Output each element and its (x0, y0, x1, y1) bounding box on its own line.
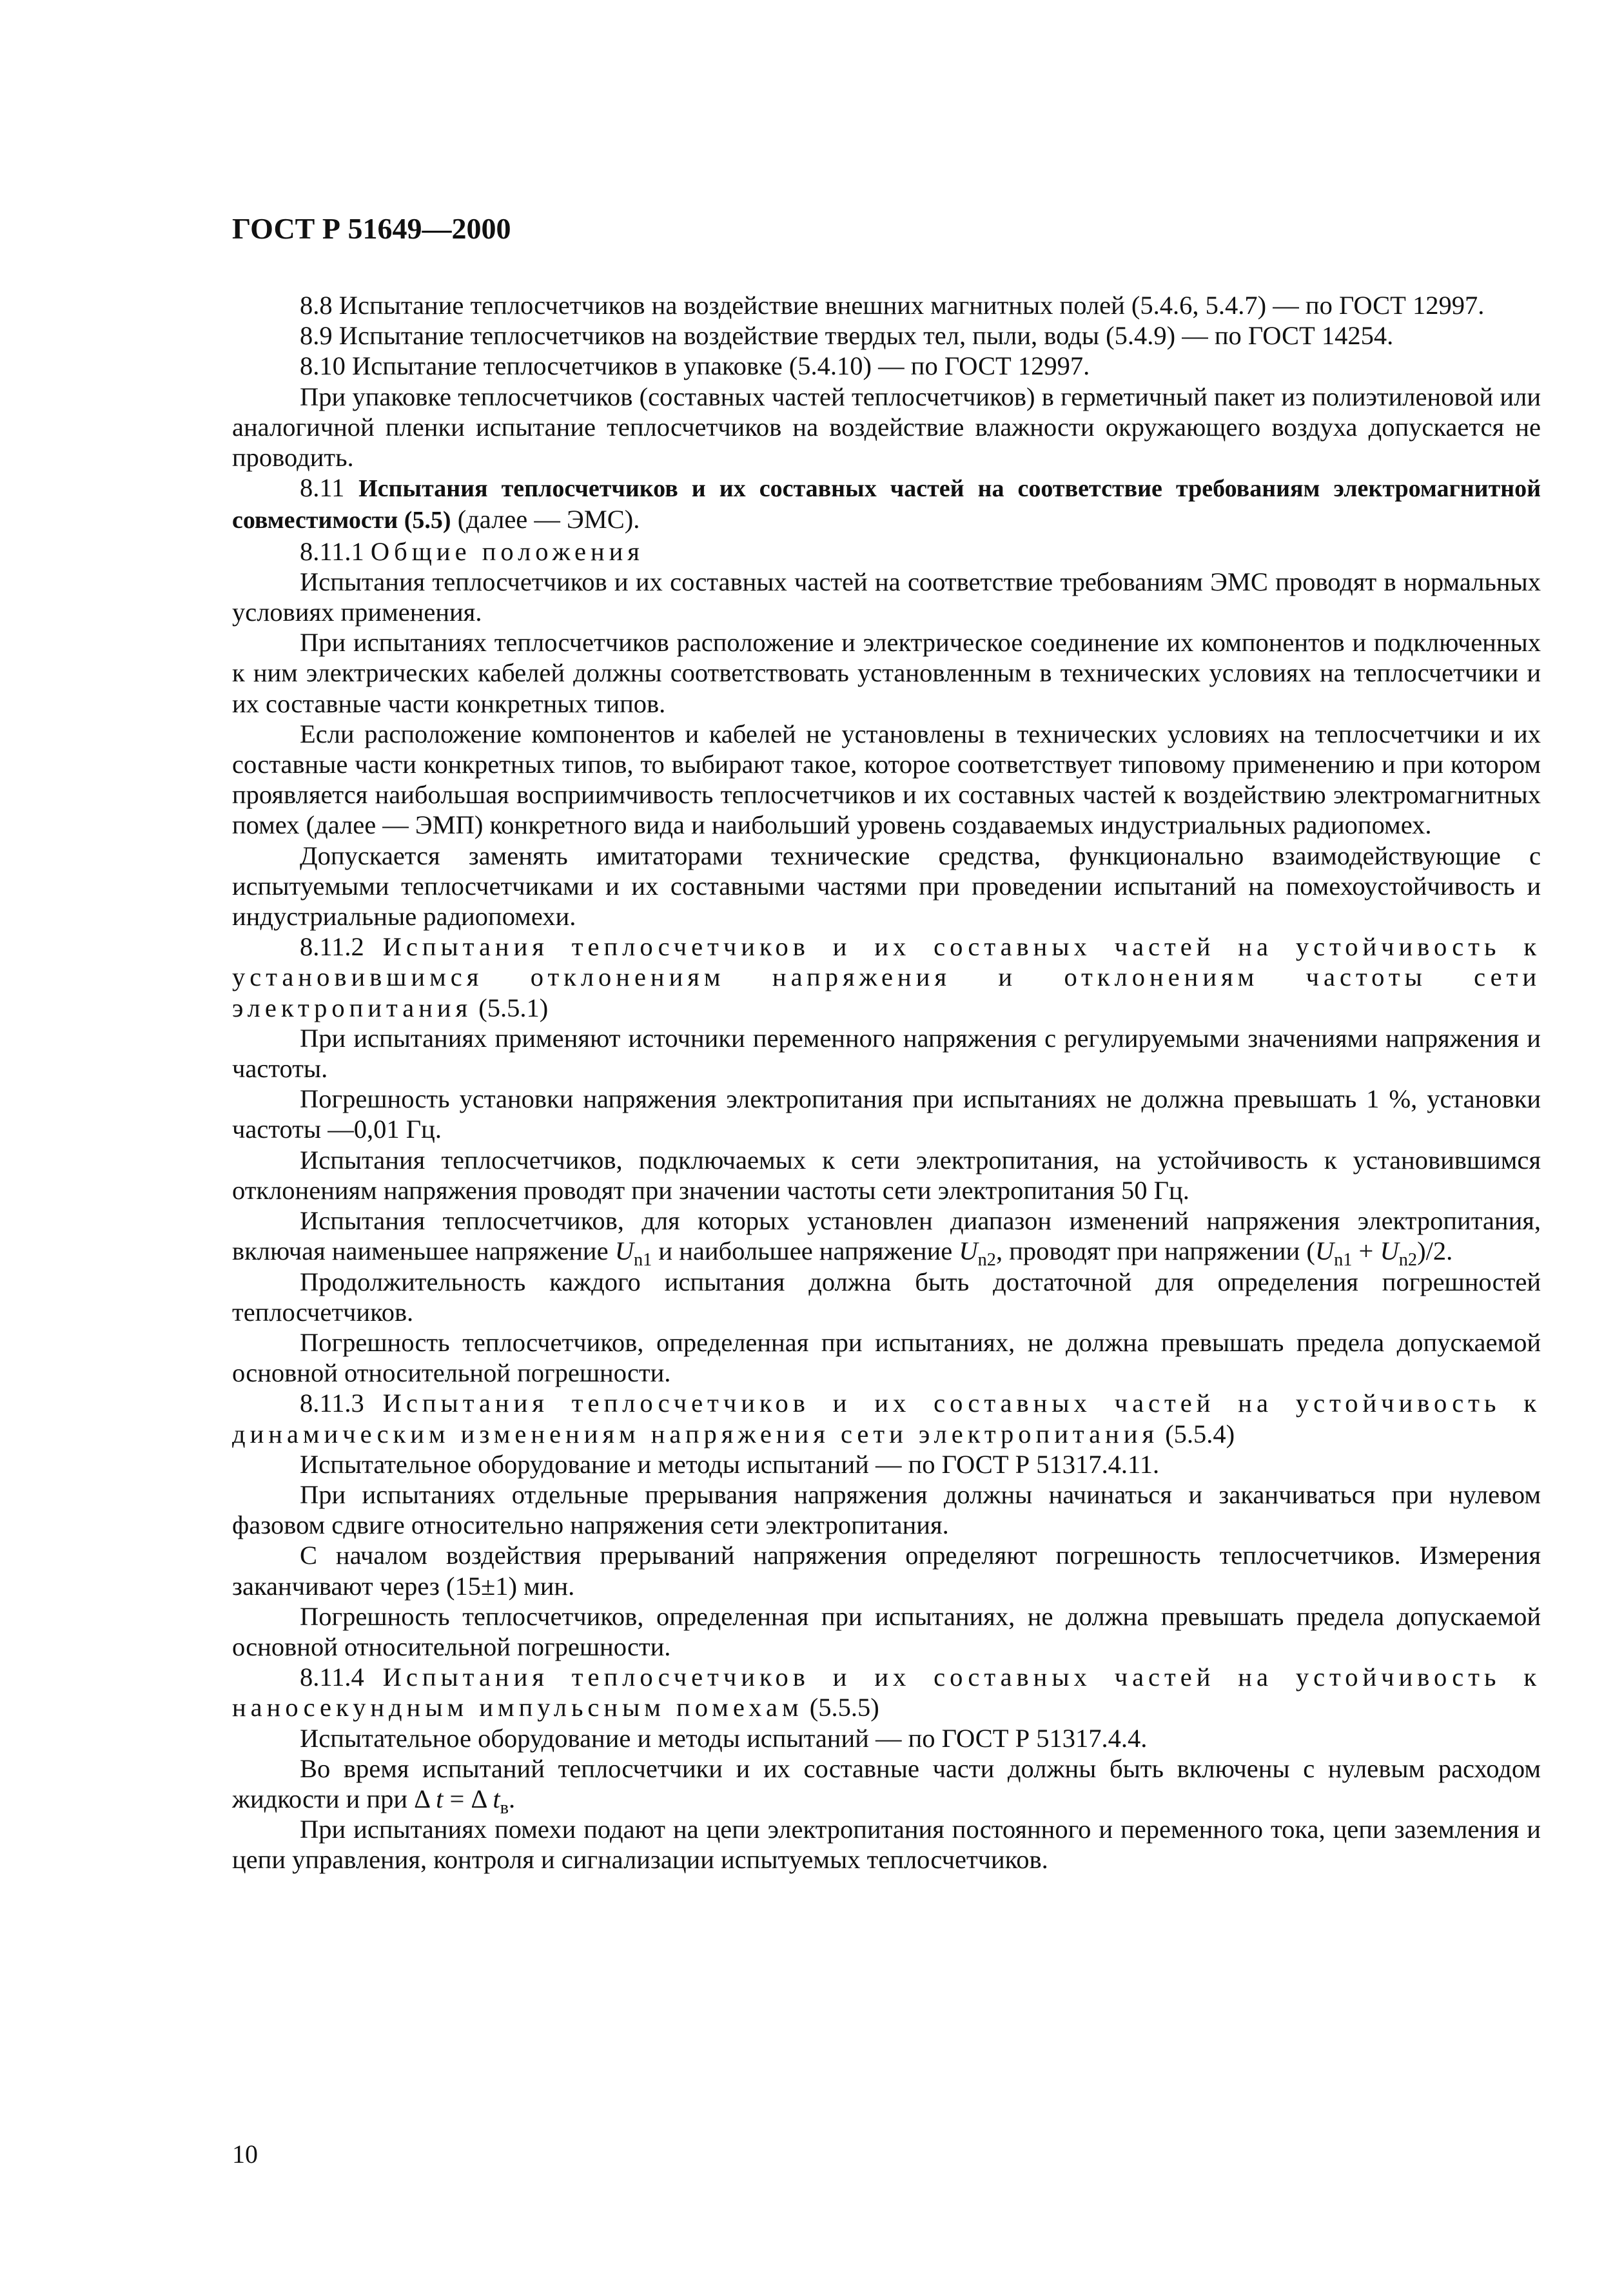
paragraph: Погрешность теплосчетчиков, определенная при испытаниях, не должна превышать предела допускаемой основной относительной погрешности. (232, 1601, 1541, 1661)
text-run: и наибольшее напряжение (652, 1236, 959, 1266)
symbol-u: U (1380, 1236, 1399, 1266)
paragraph: Погрешность установки напряжения электропитания при испытаниях не должна превышать 1 %, установки частоты —0,01 Гц. (232, 1084, 1541, 1144)
paragraph-8-9: 8.9 Испытание теплосчетчиков на воздействие твердых тел, пыли, воды (5.4.9) — по ГОСТ 14254. (300, 321, 1394, 351)
paragraph-voltage-range (232, 1205, 1541, 1271)
paragraph-8-8: 8.8 Испытание теплосчетчиков на воздействие внешних магнитных полей (5.4.6, 5.4.7) — по ГОСТ 12997. (300, 291, 1485, 320)
subsection-heading-rest: (5.5.1) (472, 993, 549, 1022)
subsection-8-11-1 (232, 536, 1541, 567)
paragraph-packaging: При упаковке теплосчетчиков (составных частей теплосчетчиков) в герметичный пакет из полиэтиленовой или аналогичной пленки испытание теплосчетчиков на воздействие влажности окружающего воздуха допускается не проводить. (232, 382, 1541, 473)
page-number: 10 (232, 2140, 258, 2169)
subscript: n1 (1334, 1250, 1353, 1271)
paragraph: Испытательное оборудование и методы испытаний — по ГОСТ Р 51317.4.11. (300, 1449, 1160, 1479)
paragraph: Испытания теплосчетчиков и их составных частей на соответствие требованиям ЭМС проводят в нормальных условиях применения. (232, 567, 1541, 627)
text-run: , проводят при напряжении ( (995, 1236, 1315, 1266)
text-run: + (1352, 1236, 1380, 1266)
section-number: 8.11 (300, 473, 345, 503)
subsection-8-11-4 (232, 1662, 1541, 1722)
paragraph: Испытательное оборудование и методы испытаний — по ГОСТ Р 51317.4.4. (300, 1723, 1148, 1753)
symbol-u: U (1315, 1236, 1335, 1266)
subscript: n2 (977, 1250, 996, 1271)
paragraph: При испытаниях помехи подают на цепи электропитания постоянного и переменного тока, цепи заземления и цепи управления, контроля и сигнализации испытуемых теплосчетчиков. (232, 1815, 1541, 1875)
symbol-u: U (959, 1236, 978, 1266)
paragraph: С началом воздействия прерываний напряжения определяют погрешность теплосчетчиков. Измерения заканчивают через (15±1) мин. (232, 1541, 1541, 1601)
paragraph: Продолжительность каждого испытания должна быть достаточной для определения погрешностей теплосчетчиков. (232, 1267, 1541, 1327)
subsection-heading: Испытания теплосчетчиков и их составных частей на устойчивость к наносекундным импульсным помехам (232, 1663, 1541, 1722)
subsection-number: 8.11.1 (300, 536, 364, 566)
paragraph: При испытаниях теплосчетчиков расположение и электрическое соединение их компонентов и подключенных к ним электрических кабелей должны соответствовать установленным в технических условиях на теплосчетчики и их составные части конкретных типов. (232, 628, 1541, 718)
paragraph: При испытаниях применяют источники переменного напряжения с регулируемыми значениями напряжения и частоты. (232, 1023, 1541, 1084)
paragraph: При испытаниях отдельные прерывания напряжения должны начинаться и заканчиваться при нулевом фазовом сдвиге относительно напряжения сети электропитания. (232, 1479, 1541, 1540)
subsection-8-11-2 (232, 932, 1541, 1023)
paragraph-8-10: 8.10 Испытание теплосчетчиков в упаковке (5.4.10) — по ГОСТ 12997. (300, 351, 1090, 381)
subsection-number: 8.11.2 (300, 932, 364, 962)
subsection-number: 8.11.4 (300, 1663, 364, 1692)
text-run: )/2. (1417, 1236, 1453, 1266)
text-run: Испытания теплосчетчиков, для которых установлен диапазон изменений напряжения электропитания, включая наименьшее напряжение (232, 1206, 1541, 1266)
paragraph: Погрешность теплосчетчиков, определенная при испытаниях, не должна превышать предела допускаемой основной относительной погрешности. (232, 1327, 1541, 1388)
document-header: ГОСТ Р 51649—2000 (232, 212, 511, 245)
subsection-heading-rest: (5.5.4) (1159, 1419, 1235, 1449)
text-run: . (509, 1784, 516, 1813)
document-body (232, 290, 1541, 1875)
subsection-heading-rest: (5.5.5) (803, 1693, 879, 1722)
paragraph: Испытания теплосчетчиков, подключаемых к сети электропитания, на устойчивость к установившимся отклонениям напряжения проводят при значении частоты сети электропитания 50 Гц. (232, 1145, 1541, 1205)
subsection-8-11-3 (232, 1388, 1541, 1449)
section-8-11 (232, 473, 1541, 536)
symbol-t: t (493, 1784, 500, 1813)
subscript: n2 (1398, 1250, 1418, 1271)
subscript: n1 (633, 1250, 652, 1271)
subsection-heading: Испытания теплосчетчиков и их составных частей на устойчивость к установившимся отклонениям напряжения и отклонениям частоты сети электропитания (232, 932, 1541, 1022)
subsection-heading: Испытания теплосчетчиков и их составных частей на устойчивость к динамическим изменениям напряжения сети электропитания (232, 1389, 1541, 1449)
subsection-heading: Общие положения (370, 536, 644, 566)
paragraph: Если расположение компонентов и кабелей не установлены в технических условиях на теплосчетчики и их составные части конкретных типов, то выбирают такое, которое соответствует типовому применению и при котором проявляется наибольшая восприимчивость теплосчетчиков и их составных частей к воздействию электромагнитных помех (далее — ЭМП) конкретного вида и наибольший уровень создаваемых индустриальных радиопомех. (232, 719, 1541, 840)
paragraph-delta-t (232, 1753, 1541, 1819)
text-run: = Δ (443, 1784, 493, 1813)
symbol-t: t (436, 1784, 444, 1813)
subsection-number: 8.11.3 (300, 1389, 364, 1418)
section-heading-rest: (далее — ЭМС). (451, 505, 640, 534)
section-heading: Испытания теплосчетчиков и их составных частей на соответствие требованиям электромагнитной совместимости (5.5) (232, 475, 1541, 534)
text-run: Во время испытаний теплосчетчики и их составные части должны быть включены с нулевым расходом жидкости и при Δ (232, 1753, 1541, 1813)
paragraph: Допускается заменять имитаторами технические средства, функционально взаимодействующие с испытуемыми теплосчетчиками и их составными частями при проведении испытаний на помехоустойчивость и индустриальные радиопомехи. (232, 841, 1541, 932)
subscript: в (500, 1798, 509, 1819)
symbol-u: U (614, 1236, 634, 1266)
